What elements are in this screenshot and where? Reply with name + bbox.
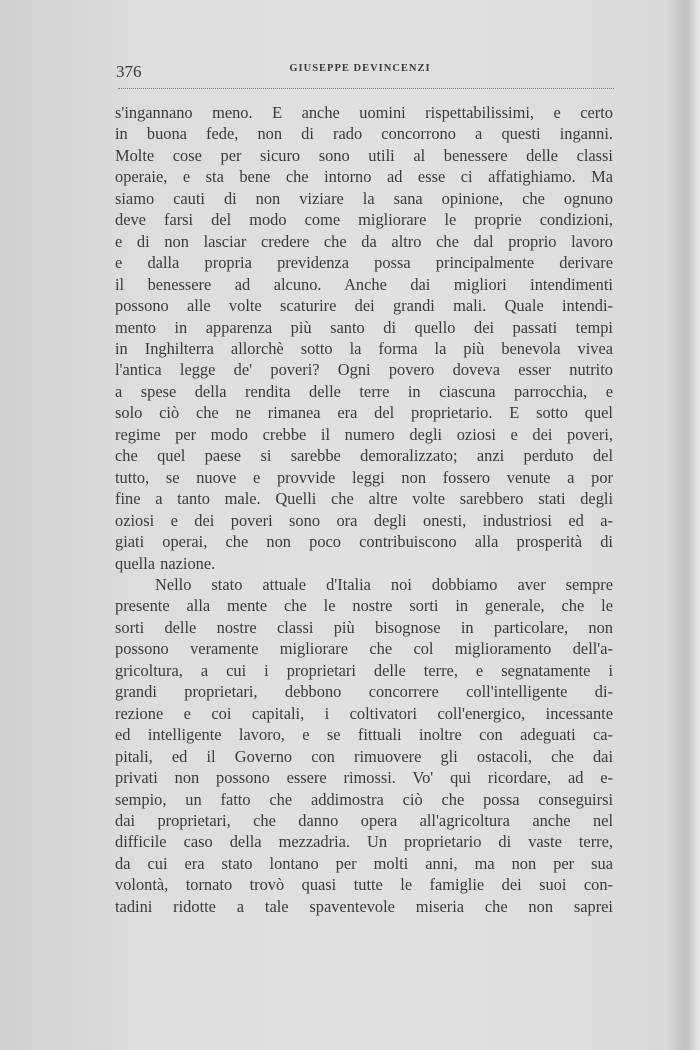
text-line: gricoltura, a cui i proprietari delle terre, e segnatamente i xyxy=(115,660,613,680)
text-line: pitali, ed il Governo con rimuovere gli ostacoli, che dai xyxy=(115,746,613,766)
page-number: 376 xyxy=(116,62,142,81)
text-line: tutto, se nuove e provvide leggi non fossero venute a por xyxy=(115,467,613,487)
text-line: Nello stato attuale d'Italia noi dobbiamo aver sempre xyxy=(155,574,613,594)
text-line: l'antica legge de' poveri? Ogni povero doveva esser nutrito xyxy=(115,360,613,380)
running-head: GIUSEPPE DEVINCENZI xyxy=(289,63,431,74)
text-line: Molte cose per sicuro sono utili al benessere delle classi xyxy=(115,145,613,165)
text-line: siamo cauti di non viziare la sana opinione, che ognuno xyxy=(115,188,613,208)
body-text xyxy=(115,102,613,917)
text-line: grandi proprietari, debbono concorrere coll'intelligente di- xyxy=(115,682,613,702)
text-line: da cui era stato lontano per molti anni, ma non per sua xyxy=(115,853,613,873)
text-line: a spese della rendita delle terre in ciascuna parrocchia, e xyxy=(115,381,613,401)
text-line: regime per modo crebbe il numero degli oziosi e dei poveri, xyxy=(115,424,613,444)
text-line: possono alle volte scaturire dei grandi mali. Quale intendi- xyxy=(115,296,613,316)
text-line: volontà, tornato trovò quasi tutte le famiglie dei suoi con- xyxy=(115,875,613,895)
text-line: deve farsi del modo come migliorare le proprie condizioni, xyxy=(115,210,613,230)
text-line: difficile caso della mezzadria. Un proprietario di vaste terre, xyxy=(115,832,613,852)
text-line: rezione e coi capitali, i coltivatori coll'energico, incessante xyxy=(115,703,613,723)
text-line: che quel paese si sarebbe demoralizzato; anzi perduto del xyxy=(115,446,613,466)
text-line: quella nazione. xyxy=(115,553,216,573)
text-line: fine a tanto male. Quelli che altre volte sarebbero stati degli xyxy=(115,489,613,509)
text-line: oziosi e dei poveri sono ora degli onesti, industriosi ed a- xyxy=(115,510,613,530)
text-line: in Inghilterra allorchè sotto la forma la più benevola vivea xyxy=(115,338,613,358)
text-line: sorti delle nostre classi più bisognose in particolare, non xyxy=(115,617,613,637)
text-line: e di non lasciar credere che da altro che dal proprio lavoro xyxy=(115,231,613,251)
text-line: ed intelligente lavoro, e se fittuali inoltre con adeguati ca- xyxy=(115,725,613,745)
text-line: presente alla mente che le nostre sorti in generale, che le xyxy=(115,596,613,616)
header-rule xyxy=(118,88,614,89)
text-line: possono veramente migliorare che col miglioramento dell'a- xyxy=(115,639,613,659)
paragraph xyxy=(115,102,613,574)
text-line: solo ciò che ne rimanea era del proprietario. E sotto quel xyxy=(115,403,613,423)
text-line: in buona fede, non di rado concorrono a questi inganni. xyxy=(115,124,613,144)
paragraph xyxy=(115,574,613,917)
text-line: operaie, e sta bene che intorno ad esse ci affatighiamo. Ma xyxy=(115,167,613,187)
text-line: e dalla propria previdenza possa principalmente derivare xyxy=(115,253,613,273)
text-line: giati operai, che non poco contribuiscono alla prosperità di xyxy=(115,532,613,552)
text-line: dai proprietari, che danno opera all'agricoltura anche nel xyxy=(115,810,613,830)
text-line: s'ingannano meno. E anche uomini rispettabilissimi, e certo xyxy=(115,103,613,122)
text-line: sempio, un fatto che addimostra ciò che possa conseguirsi xyxy=(115,789,613,809)
text-line: mento in apparenza più santo di quello dei passati tempi xyxy=(115,317,613,337)
text-line: il benessere ad alcuno. Anche dai migliori intendimenti xyxy=(115,274,613,294)
text-line: tadini ridotte a tale spaventevole miseria che non saprei xyxy=(115,896,613,916)
text-line: privati non possono essere rimossi. Vo' qui ricordare, ad e- xyxy=(115,768,613,788)
